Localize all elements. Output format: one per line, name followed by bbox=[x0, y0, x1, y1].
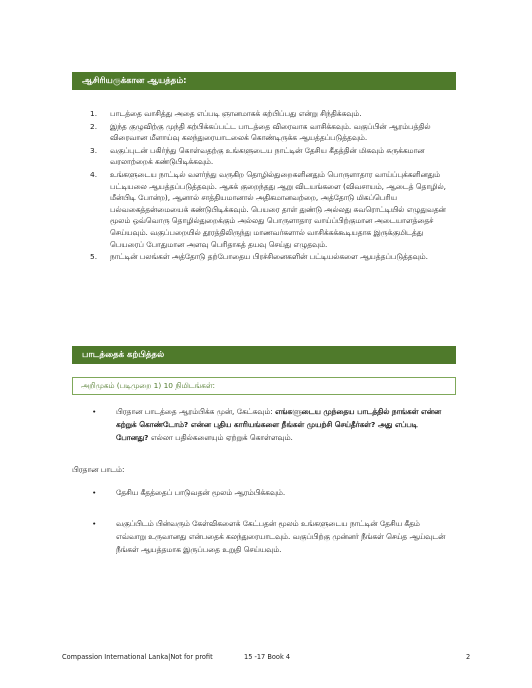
section-title: பாடத்தைக் கற்பித்தல் bbox=[82, 350, 165, 360]
intro-bullet-text bbox=[92, 405, 452, 444]
intro-question-bold: எங்களுடைய முந்தைய பாடத்தில் நாங்கள் என்ன கற்றுக் கொண்டோம்? என்ன புதிய காரியங்களை நீங்கள் முயற்சி செய்தீர்கள்? அது எப்படி போனது? bbox=[116, 407, 442, 442]
lesson-bullet bbox=[92, 517, 452, 556]
intro-text-part1: பிரதான பாடத்தை ஆரம்பிக்க முன், கேட்கவும்: bbox=[116, 407, 276, 416]
item-text: நாட்டின் பலங்கள் அத்தோடு தற்போதைய பிரச்சினைகளின் பட்டியல்களை ஆயத்தப்படுத்தவும். bbox=[110, 252, 428, 262]
footer-book-info: 15 -17 Book 4 bbox=[244, 653, 291, 661]
lesson-bullet-text: வகுப்பிடம் பின்வரும் கேள்விகளைக் கேட்பதன் மூலம் உங்களுடைய நாட்டின் தேசிய கீதம் எவ்வாறு உருவானது என்பதைக் கலந்துரையாடவும். வகுப்பிற்கு முன்னர் நீங்கள் செய்த ஆய்வுடன் நீங்கள் ஆயத்தமாக இருப்பதை உறுதி செய்யவும். bbox=[116, 519, 446, 554]
page-number: 2 bbox=[466, 653, 471, 661]
main-lesson-label: பிரதான பாடம்: bbox=[72, 465, 125, 474]
intro-step-box bbox=[72, 377, 456, 395]
item-text: உங்களுடைய நாட்டில் வளர்ந்து வருகிற தொழில்துறைகளினதும் பொருளாதார வாய்ப்புக்களினதும் பட்டியலை ஆயத்தப்படுத்தவும். ஆகக் குறைந்தது ஆறு விடயங்களை (விவசாயம், ஆடைத் தொழில், மீன்பிடி போன்ற), ஆனால் சாத்தியமானால் அதிகமானவற்றை, அத்தோடு மிகப்பெரிய பல்வகைத்தன்மையைக் கண்டுபிடிக்கவும். பெயரை தாள் துண்டு அல்லது சுவரொட்டியில் எழுதுவதன் மூலம் ஒவ்வொரு தொழில்துறைக்கும் அல்லது பொருளாதார வாய்ப்பிற்குமான அடையாளத்தைச் செய்யவும். வகுப்பறையில் தூரத்திலிருந்து மாணவர்களால் வாசிக்கக்கூடியதாக இருக்குமிடத்து பெயரைப் போதுமான அளவு பெரிதாகத் தயவு செய்து எழுதவும். bbox=[110, 169, 446, 249]
item-text: வகுப்புடன் பகிர்ந்து கொள்வதற்கு உங்களுடைய நாட்டின் தேசிய கீதத்தின் மிகவும் சுருக்கமான வரலாற்றைக் கண்டுபிடிக்கவும். bbox=[110, 145, 425, 167]
item-number: 5. bbox=[90, 252, 98, 262]
item-text: பாடத்தை வாசித்து அதை எப்படி ஞானமாகக் கற்பிப்பது என்று சிந்திக்கவும். bbox=[110, 109, 362, 118]
bullet-icon: • bbox=[92, 407, 97, 416]
item-number: 1. bbox=[90, 109, 98, 118]
list-item bbox=[72, 108, 456, 120]
item-number: 4. bbox=[90, 169, 98, 179]
footer-organization: Compassion International Lanka|Not for profit bbox=[62, 653, 213, 661]
lesson-bullet bbox=[92, 486, 452, 499]
list-item bbox=[72, 251, 456, 263]
intro-bullet bbox=[92, 405, 452, 444]
bullet-icon: • bbox=[92, 488, 97, 497]
bullet-icon: • bbox=[92, 519, 97, 528]
intro-text-part2: எல்லா பதில்களையும் ஏற்றுக் கொள்ளவும். bbox=[148, 433, 293, 442]
list-item bbox=[72, 145, 456, 168]
list-item bbox=[72, 121, 456, 144]
item-number: 2. bbox=[90, 121, 98, 131]
intro-step-label: அறிமுகம் (படிமுறை 1) 10 நிமிடங்கள்: bbox=[81, 381, 215, 390]
section-header-teacher-preparation bbox=[72, 72, 456, 90]
list-item bbox=[72, 169, 456, 250]
preparation-list bbox=[72, 108, 456, 264]
item-number: 3. bbox=[90, 145, 98, 155]
section-header-teaching-the-lesson bbox=[72, 346, 456, 364]
lesson-bullet-text: தேசிய கீதத்தைப் பாடுவதன் மூலம் ஆரம்பிக்கவும். bbox=[116, 488, 286, 497]
section-title: ஆசிரியருக்கான ஆயத்தம்: bbox=[82, 76, 187, 86]
item-text: இந்த குழுவிற்கு முந்தி கற்பிக்கப்பட்ட பாடத்தை விரைவாக வாசிக்கவும். வகுப்பின் ஆரம்பத்தில் விரைவான மீளாய்வு கலந்துரையாடலைக் கொண்டிருக்க ஆயத்தப்படுத்தவும். bbox=[110, 121, 431, 143]
